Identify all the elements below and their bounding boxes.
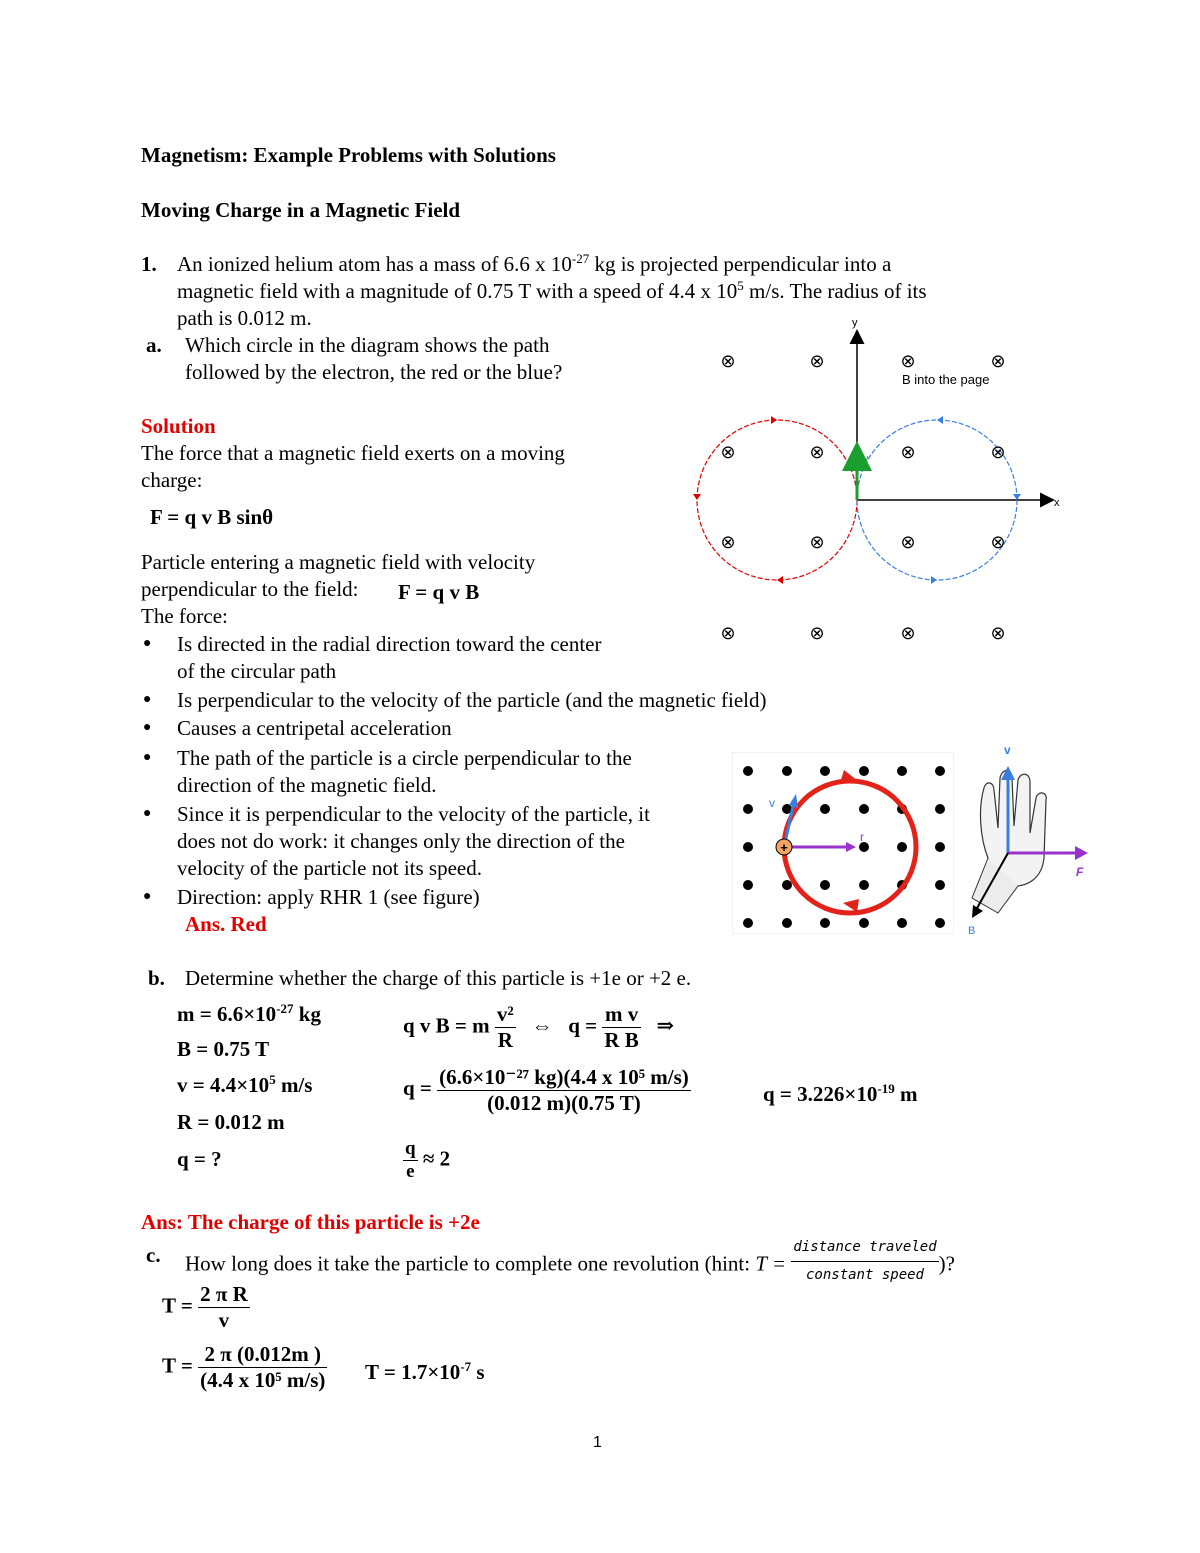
svg-text:⊗: ⊗ <box>720 623 736 643</box>
velocity-label: v <box>863 453 869 465</box>
solution-text-4: perpendicular to the field: <box>141 577 359 601</box>
hand-velocity-label: v <box>1004 743 1011 757</box>
svg-text:⊗: ⊗ <box>809 623 825 643</box>
red-arrow <box>777 576 783 584</box>
hand-field-label: B <box>968 925 976 937</box>
bullet-4a: The path of the particle is a circle perpendicular to the <box>177 746 632 770</box>
circular-path-diagram <box>680 310 1080 650</box>
svg-text:⊗: ⊗ <box>900 623 916 643</box>
force-formula-perp: F = q v B <box>398 580 480 604</box>
force-formula: F = q v B sinθ <box>150 505 274 529</box>
solution-text-1: The force that a magnetic field exerts on a moving <box>141 441 565 465</box>
bullet-2: Is perpendicular to the velocity of the particle (and the magnetic field) <box>177 688 767 712</box>
svg-text:⊗: ⊗ <box>900 351 916 371</box>
hand-force-arrowhead <box>1075 846 1088 860</box>
part-a-label: a. <box>146 333 162 357</box>
given-unknown: q = ? <box>177 1147 222 1171</box>
given-field: B = 0.75 T <box>177 1037 270 1061</box>
solution-text-5: The force: <box>141 604 228 628</box>
bullet-dot: ● <box>143 692 152 707</box>
red-arrow <box>693 494 701 500</box>
radius-label: r <box>860 830 864 844</box>
bullet-5b: does not do work: it changes only the direction of the <box>177 829 625 853</box>
hand-force-label: F <box>1076 865 1084 879</box>
svg-text:⊗: ⊗ <box>990 351 1006 371</box>
bullet-4b: direction of the magnetic field. <box>177 773 437 797</box>
period-result: $T = 1.7\times 10^{-7}$ s <box>365 1359 485 1384</box>
period-substitution: T = $\frac{2 \pi (0.012m )}{\text{(4.4 x 10⁵ m/s)}}$ <box>162 1342 326 1392</box>
solution-text-3: Particle entering a magnetic field with velocity <box>141 550 536 574</box>
svg-text:⊗: ⊗ <box>900 442 916 462</box>
problem-line-1: An ionized helium atom has a mass of 6.6 x $10^{-27}$ kg is projected perpendicular into a <box>177 251 892 276</box>
field-symbols <box>720 351 1005 643</box>
blue-arrow <box>931 576 937 584</box>
svg-text:⊗: ⊗ <box>809 532 825 552</box>
part-a-answer: Ans. Red <box>185 912 267 936</box>
part-c-question: How long does it take the particle to complete one revolution (hint: T = $\frac{\text{distance traveled}}{\text{constant speed}}$ )? <box>185 1242 955 1289</box>
problem-number: 1. <box>141 252 157 276</box>
solution-text-2: charge: <box>141 468 203 492</box>
rhr-dots-diagram <box>732 752 954 934</box>
bullet-dot: ● <box>143 806 152 821</box>
part-b-question: Determine whether the charge of this particle is +1e or +2 e. <box>185 966 692 990</box>
svg-text:⊗: ⊗ <box>990 442 1006 462</box>
charge-result: $q = 3.226\times 10^{-19}$ m <box>763 1081 918 1106</box>
x-axis-label: x <box>1054 497 1060 509</box>
svg-text:⊗: ⊗ <box>720 442 736 462</box>
svg-text:⊗: ⊗ <box>720 532 736 552</box>
solution-heading: Solution <box>141 414 216 438</box>
field-direction-label: B into the page <box>902 372 990 387</box>
bullet-dot: ● <box>143 750 152 765</box>
page-number: 1 <box>593 1434 602 1451</box>
problem-line-3: path is 0.012 m. <box>177 306 312 330</box>
given-velocity: $v = 4.4\times 10^5$ m/s <box>177 1072 313 1097</box>
charge-sign: + <box>780 840 788 855</box>
bullet-5c: velocity of the particle not its speed. <box>177 856 482 880</box>
bullet-dot: ● <box>143 720 152 735</box>
bullet-dot: ● <box>143 636 152 651</box>
equation-force-balance: q v B = m $\frac{\text{v²}}{R}$ ⇔ q = $\frac{\text{m v}}{\text{R B}}$ ⇒ <box>403 1002 675 1052</box>
y-axis-label: y <box>852 317 858 329</box>
bullet-5a: Since it is perpendicular to the velocity of the particle, it <box>177 802 650 826</box>
part-b-answer: Ans: The charge of this particle is +2e <box>141 1210 480 1234</box>
right-hand-rule-diagram <box>958 738 1098 938</box>
given-radius: R = 0.012 m <box>177 1110 285 1134</box>
section-heading: Moving Charge in a Magnetic Field <box>141 198 461 222</box>
bullet-1b: of the circular path <box>177 659 337 683</box>
red-arrow <box>771 416 777 424</box>
svg-text:⊗: ⊗ <box>809 442 825 462</box>
part-b-label: b. <box>148 966 165 990</box>
period-formula: T = $\frac{\text{2 π R}}{v}$ <box>162 1282 248 1332</box>
bullet-1a: Is directed in the radial direction toward the center <box>177 632 602 656</box>
bullet-dot: ● <box>143 889 152 904</box>
blue-arrow <box>937 416 943 424</box>
svg-text:⊗: ⊗ <box>990 532 1006 552</box>
bullet-3: Causes a centripetal acceleration <box>177 716 452 740</box>
equation-substitution: q = $\frac{\text{(6.6×10⁻²⁷ kg)(4.4 x 10⁵ m/s)}}{(0.012 m)(0.75 T)}$ <box>403 1065 689 1115</box>
svg-text:⊗: ⊗ <box>900 532 916 552</box>
velocity-label: v <box>769 796 775 810</box>
part-a-question-2: followed by the electron, the red or the blue? <box>185 360 563 384</box>
svg-text:⊗: ⊗ <box>809 351 825 371</box>
page-title: Magnetism: Example Problems with Solutions <box>141 143 556 167</box>
charge-ratio: $\frac{q}{e}$ ≈ 2 <box>405 1138 451 1182</box>
part-a-question-1: Which circle in the diagram shows the path <box>185 333 550 357</box>
part-c-label: c. <box>146 1243 161 1267</box>
svg-text:⊗: ⊗ <box>990 623 1006 643</box>
svg-text:⊗: ⊗ <box>720 351 736 371</box>
bullet-6: Direction: apply RHR 1 (see figure) <box>177 885 480 909</box>
blue-arrow <box>1013 494 1021 500</box>
problem-line-2: magnetic field with a magnitude of 0.75 T with a speed of 4.4 x $10^5$ m/s. The radius of its <box>177 278 927 303</box>
given-mass: $m = 6.6\times 10^{-27}$ kg <box>177 1001 321 1026</box>
